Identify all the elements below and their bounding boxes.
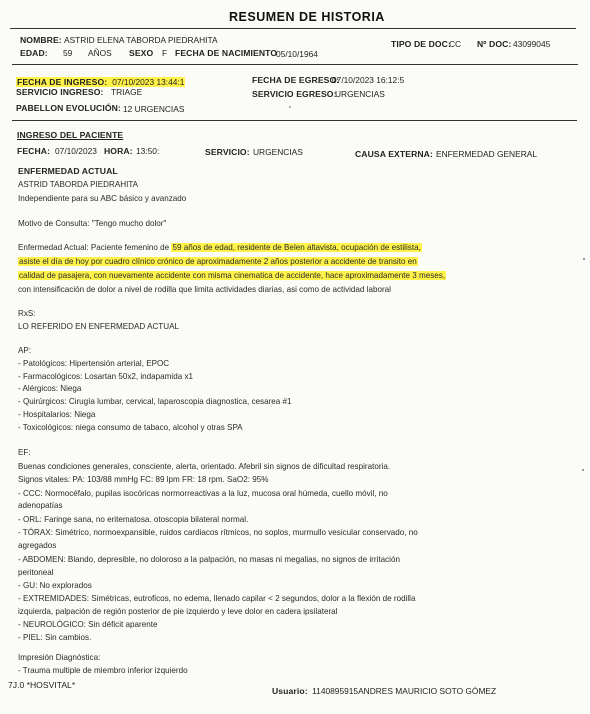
section-title-ingreso: INGRESO DEL PACIENTE [17,130,124,140]
doc-type: CC [449,39,462,49]
ap-item: - Farmacológicos: Losartan 50x2, indapamida x1 [18,372,194,381]
birth-label: FECHA DE NACIMIENTO [175,48,278,58]
admission-date: 07/10/2023 13:44:1 [108,77,185,87]
ef-torax: - TÓRAX: Simétrico, normoexpansible, ruidos cardiacos rítmicos, no soplos, murmullo vesicular conservado, no [18,528,418,537]
motivo-consulta: Motivo de Consulta: "Tengo mucho dolor" [18,219,167,228]
enfermedad-actual-line-1 [18,243,422,252]
age-value: 59 [63,48,73,58]
doc-number-label: Nº DOC: [477,39,512,49]
ingreso-service: URGENCIAS [253,147,303,157]
impresion-item: - Trauma multiple de miembro inferior izquierdo [18,666,188,675]
enfermedad-heading: ENFERMEDAD ACTUAL [18,166,118,176]
impresion-label: Impresión Diagnóstica: [18,653,101,662]
ef-ccc: - CCC: Normocéfalo, pupilas isocóricas normorreactivas a la luz, mucosa oral húmeda, cuello móvil, no [18,489,388,498]
birth-date: 05/10/1964 [276,49,318,59]
scan-speck [289,106,291,108]
ingreso-service-label: SERVICIO: [205,147,250,157]
discharge-service-label: SERVICIO EGRESO: [252,89,337,99]
ingreso-time-label: HORA: [104,146,133,156]
ef-piel: - PIEL: Sin cambios. [18,633,92,642]
ef-gu: - GU: No explorados [18,581,92,590]
admission-service-label: SERVICIO INGRESO: [16,87,104,97]
discharge-date: 07/10/2023 16:12:5 [332,75,405,85]
enfermedad-actual-prefix: Enfermedad Actual: Paciente femenino de [18,243,172,252]
ef-general: Buenas condiciones generales, consciente, alerta, orientado. Afebril sin signos de dificultad respiratoria. [18,462,391,471]
enfermedad-actual-highlight-2: asiste el día de hoy por cuadro clínico crónico de aproximadamente 2 años posterior a accidente de transito en [19,257,417,266]
independence-text: Independiente para su ABC básico y avanzado [18,194,187,203]
admission-service: TRIAGE [111,87,143,97]
ef-extremidades-cont: izquierda, palpación de región posterior de pie izquierdo y leve dolor en cadera ipsilateral [18,607,338,616]
ap-item: - Toxicológicos: niega consumo de tabaco, alcohol y otras SPA [18,423,243,432]
name-label: NOMBRE: [20,35,62,45]
patient-name: ASTRID ELENA TABORDA PIEDRAHITA [64,35,218,45]
age-label: EDAD: [20,48,48,58]
ef-label: EF: [18,448,31,457]
ingreso-time: 13:50: [136,146,160,156]
scan-speck [583,258,585,260]
title-divider [10,28,576,29]
ap-item: - Quirúrgicos: Cirugía lumbar, cervical, laparoscopia diagnostica, cesarea #1 [18,397,292,406]
ef-neurologico: - NEUROLÓGICO: Sin déficit aparente [18,620,158,629]
footer-user-value: 1140895915ANDRES MAURICIO SOTO GÓMEZ [312,686,497,696]
ap-item: - Patológicos: Hipertensión arterial, EPOC [18,359,170,368]
admission-date-label: FECHA DE INGRESO: [17,77,108,87]
doc-type-label: TIPO DE DOC: [391,39,451,49]
enfermedad-actual-line-4: con intensificación de dolor a nivel de rodilla que limita actividades diarias, asi como de actividad laboral [18,285,391,294]
pavilion-label: PABELLON EVOLUCIÓN: [16,103,121,113]
external-cause-label: CAUSA EXTERNA: [355,149,433,159]
enfermedad-actual-line-3 [18,271,446,280]
enfermedad-name-line: ASTRID TABORDA PIEDRAHITA [18,180,139,189]
discharge-date-label: FECHA DE EGRESO: [252,75,340,85]
footer-user-label: Usuario: [272,686,308,696]
ap-label: AP: [18,346,32,355]
ef-ccc-cont: adenopatías [18,501,63,510]
admission-divider [12,120,577,121]
ef-vitals: Signos vitales: PA: 103/88 mmHg FC: 89 lpm FR: 18 rpm. SaO2: 95% [18,475,269,484]
ingreso-date: 07/10/2023 [55,146,97,156]
pavilion-value: 12 URGENCIAS [123,104,185,114]
ap-item: - Alérgicos: Niega [18,384,82,393]
footer-user [272,681,496,699]
discharge-service: URGENCIAS [335,89,385,99]
sex-label: SEXO [129,48,154,58]
enfermedad-actual-line-2 [18,257,418,266]
enfermedad-actual-highlight-1: 59 años de edad, residente de Belen altavista, ocupación de estilista, [172,243,421,252]
scan-speck [582,469,584,471]
ef-abdomen: - ABDOMEN: Blando, depresible, no doloroso a la palpación, no masas ni megalias, no signos de irritación [18,555,400,564]
age-unit: AÑOS [88,48,112,58]
ap-item: - Hospitalarios: Niega [18,410,96,419]
ef-torax-cont: agregados [18,541,57,550]
doc-number: 43099045 [513,39,551,49]
ef-extremidades: - EXTREMIDADES: Simétricas, eutroficos, no edema, llenado capilar < 2 segundos, dolor a la flexión de rodilla [18,594,416,603]
ingreso-date-label: FECHA: [17,146,51,156]
document-title: RESUMEN DE HISTORIA [229,10,385,24]
header-divider [12,64,578,65]
rxs-label: RxS: [18,309,36,318]
external-cause: ENFERMEDAD GENERAL [436,149,537,159]
sex-value: F [162,48,168,58]
ef-orl: - ORL: Faringe sana, no eritematosa. otoscopia bilateral normal. [18,515,249,524]
enfermedad-actual-highlight-3: calidad de pasajera, con nuevamente accidente con misma cinematica de accidente, hace aproximadamente 3 meses, [19,271,446,280]
footer-system: 7J.0 *HOSVITAL* [8,680,76,690]
rxs-text: LO REFERIDO EN ENFERMEDAD ACTUAL [18,322,180,331]
ef-abdomen-cont: peritoneal [18,568,54,577]
